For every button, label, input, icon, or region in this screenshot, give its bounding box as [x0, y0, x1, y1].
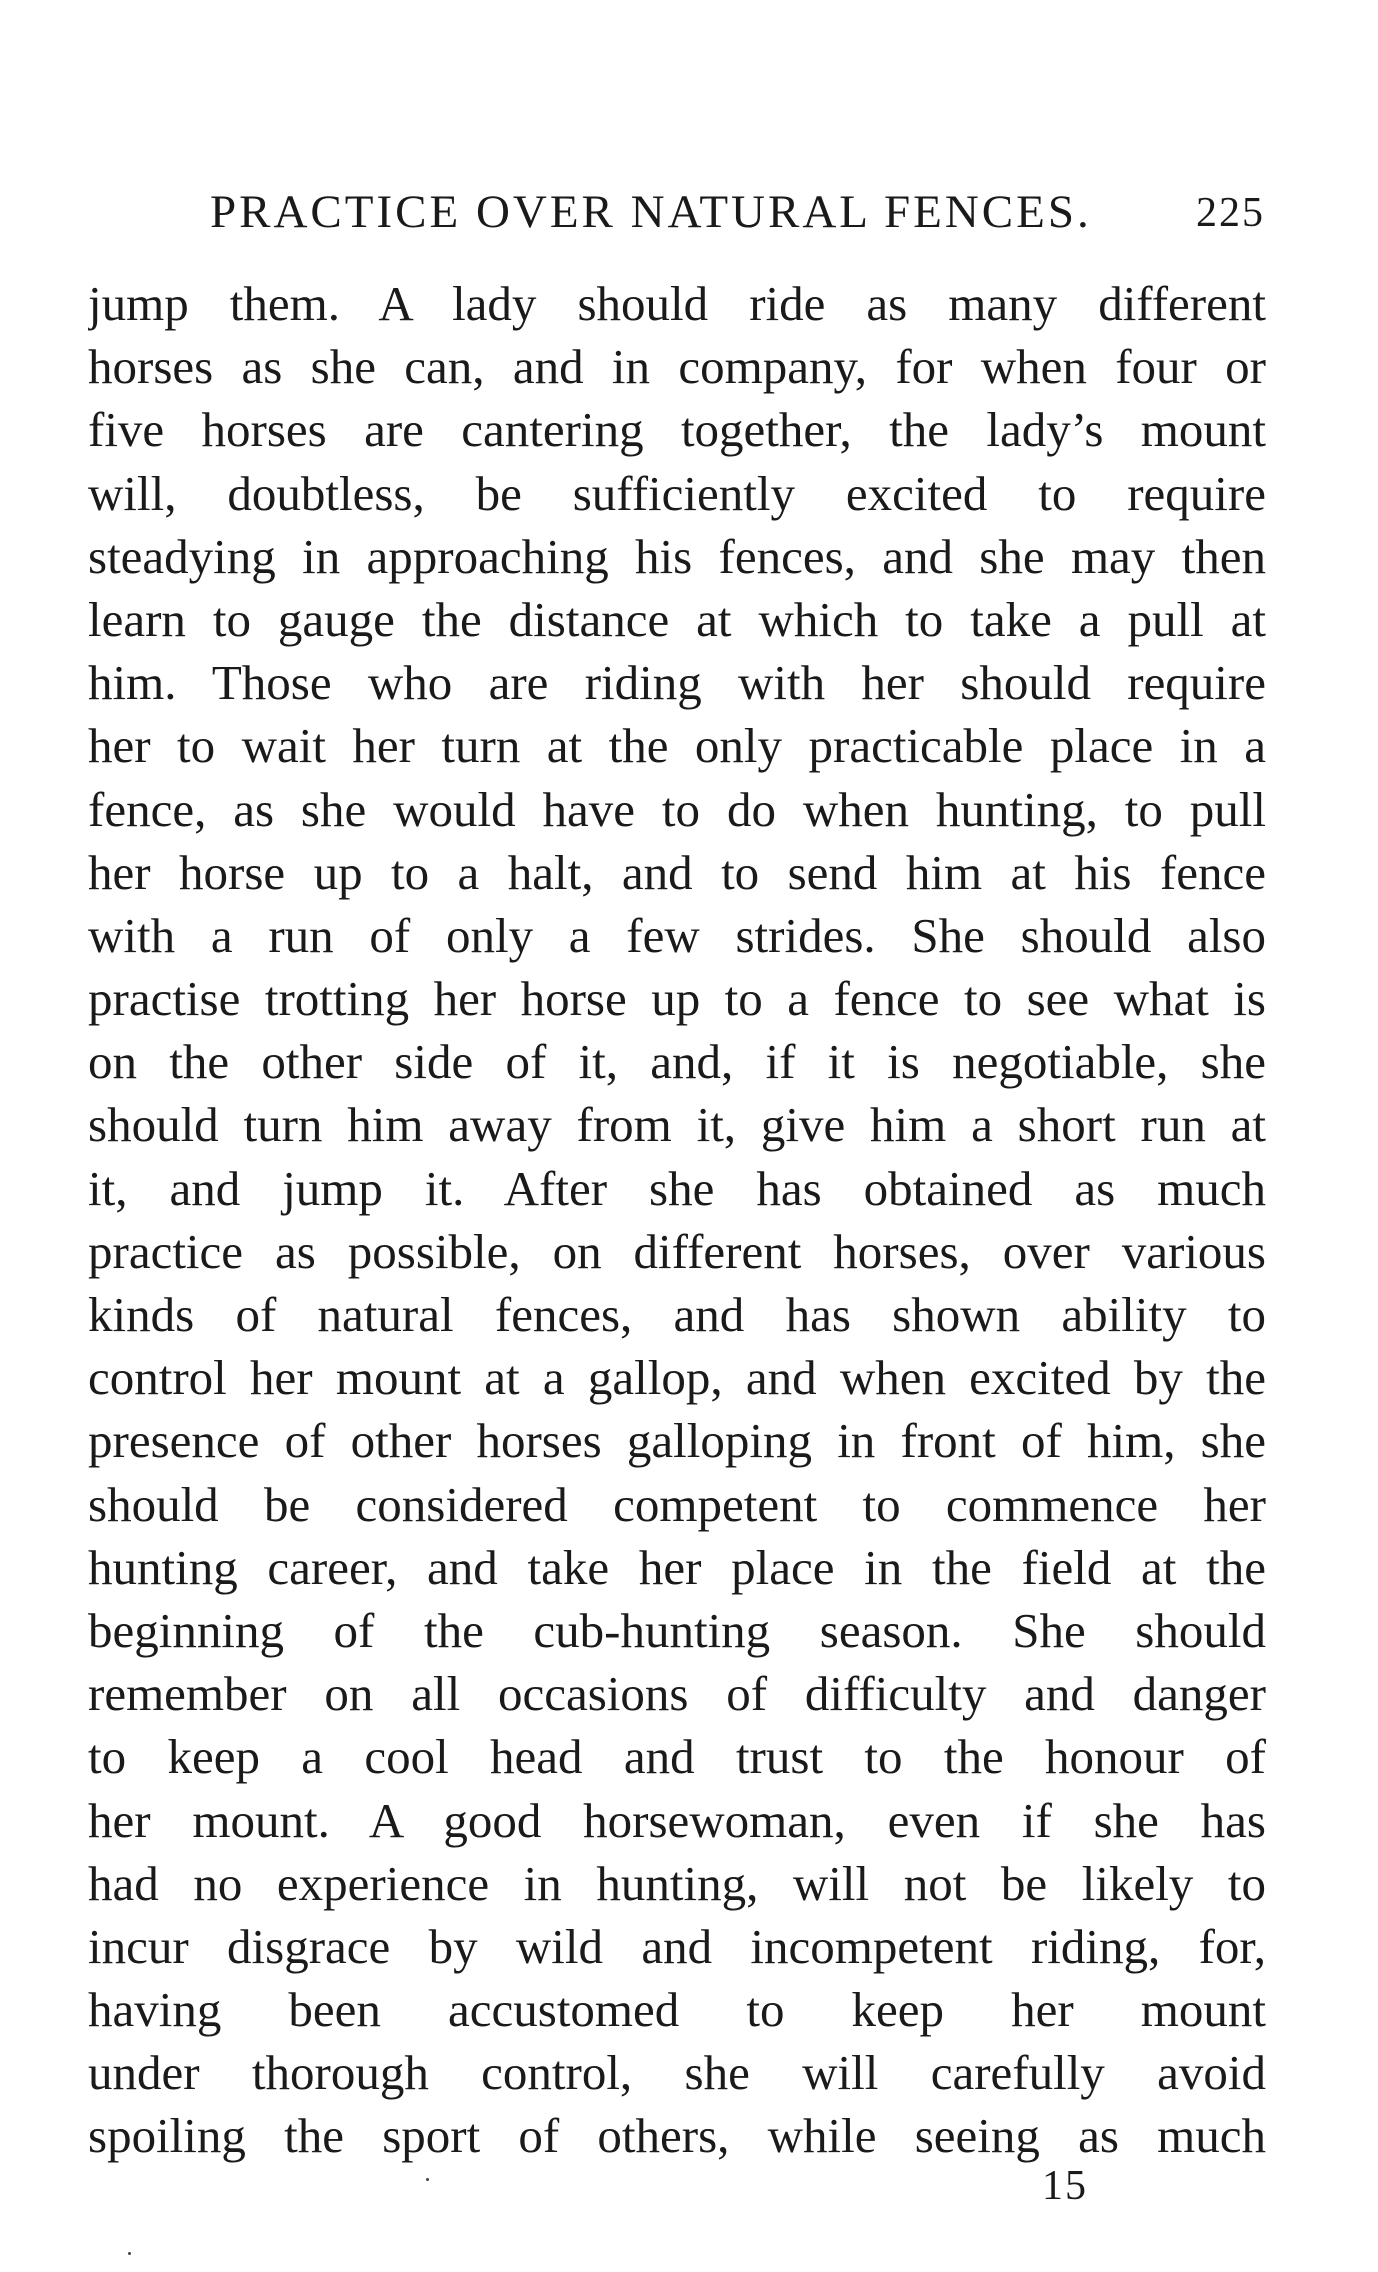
- text-line: control her mount at a gallop, and when excited by the: [88, 1350, 1266, 1406]
- text-line: it, and jump it. After she has obtained as much: [88, 1160, 1266, 1216]
- text-line: kinds of natural fences, and has shown ability to: [88, 1287, 1266, 1342]
- text-line: with a run of only a few strides. She should also: [88, 907, 1266, 963]
- running-title: PRACTICE OVER NATURAL FENCES.: [210, 186, 1092, 238]
- text-line: beginning of the cub-hunting season. She should: [88, 1602, 1266, 1658]
- text-line: practise trotting her horse up to a fence to see what is: [88, 971, 1266, 1027]
- signature-mark: 15: [1042, 2163, 1088, 2209]
- print-speck: [426, 2178, 429, 2181]
- text-line: on the other side of it, and, if it is negotiable, she: [88, 1034, 1266, 1090]
- page-number: 225: [1196, 190, 1265, 236]
- text-line: should be considered competent to commence her: [88, 1476, 1266, 1532]
- text-line: had no experience in hunting, will not be likely to: [88, 1855, 1266, 1911]
- body-text: [88, 272, 1266, 2168]
- running-head: [90, 185, 1265, 245]
- text-line: incur disgrace by wild and incompetent riding, for,: [88, 1918, 1266, 1974]
- print-speck: [128, 2252, 131, 2255]
- text-line: hunting career, and take her place in the field at the: [88, 1539, 1266, 1595]
- text-line: five horses are cantering together, the lady’s mount: [88, 402, 1266, 458]
- text-line: having been accustomed to keep her mount: [88, 1982, 1266, 2038]
- text-line: will, doubtless, be sufficiently excited to require: [88, 465, 1266, 521]
- text-line: jump them. A lady should ride as many different: [88, 276, 1266, 331]
- text-line: practice as possible, on different horses, over various: [88, 1223, 1266, 1279]
- text-line: him. Those who are riding with her should require: [88, 655, 1266, 711]
- text-line: learn to gauge the distance at which to take a pull at: [88, 591, 1266, 647]
- text-line: her horse up to a halt, and to send him at his fence: [88, 844, 1266, 900]
- text-line: under thorough control, she will carefully avoid: [88, 2045, 1266, 2101]
- text-line: remember on all occasions of difficulty and danger: [88, 1666, 1266, 1722]
- text-line: fence, as she would have to do when hunting, to pull: [88, 781, 1266, 837]
- text-line: to keep a cool head and trust to the honour of: [88, 1729, 1266, 1785]
- text-line: should turn him away from it, give him a short run at: [88, 1097, 1266, 1153]
- text-line: spoiling the sport of others, while seeing as much: [88, 2108, 1266, 2164]
- text-line: presence of other horses galloping in front of him, she: [88, 1413, 1266, 1469]
- text-line: horses as she can, and in company, for when four or: [88, 339, 1266, 395]
- text-line: her mount. A good horsewoman, even if she has: [88, 1792, 1266, 1848]
- text-line: steadying in approaching his fences, and she may then: [88, 528, 1266, 584]
- text-line: her to wait her turn at the only practicable place in a: [88, 718, 1266, 774]
